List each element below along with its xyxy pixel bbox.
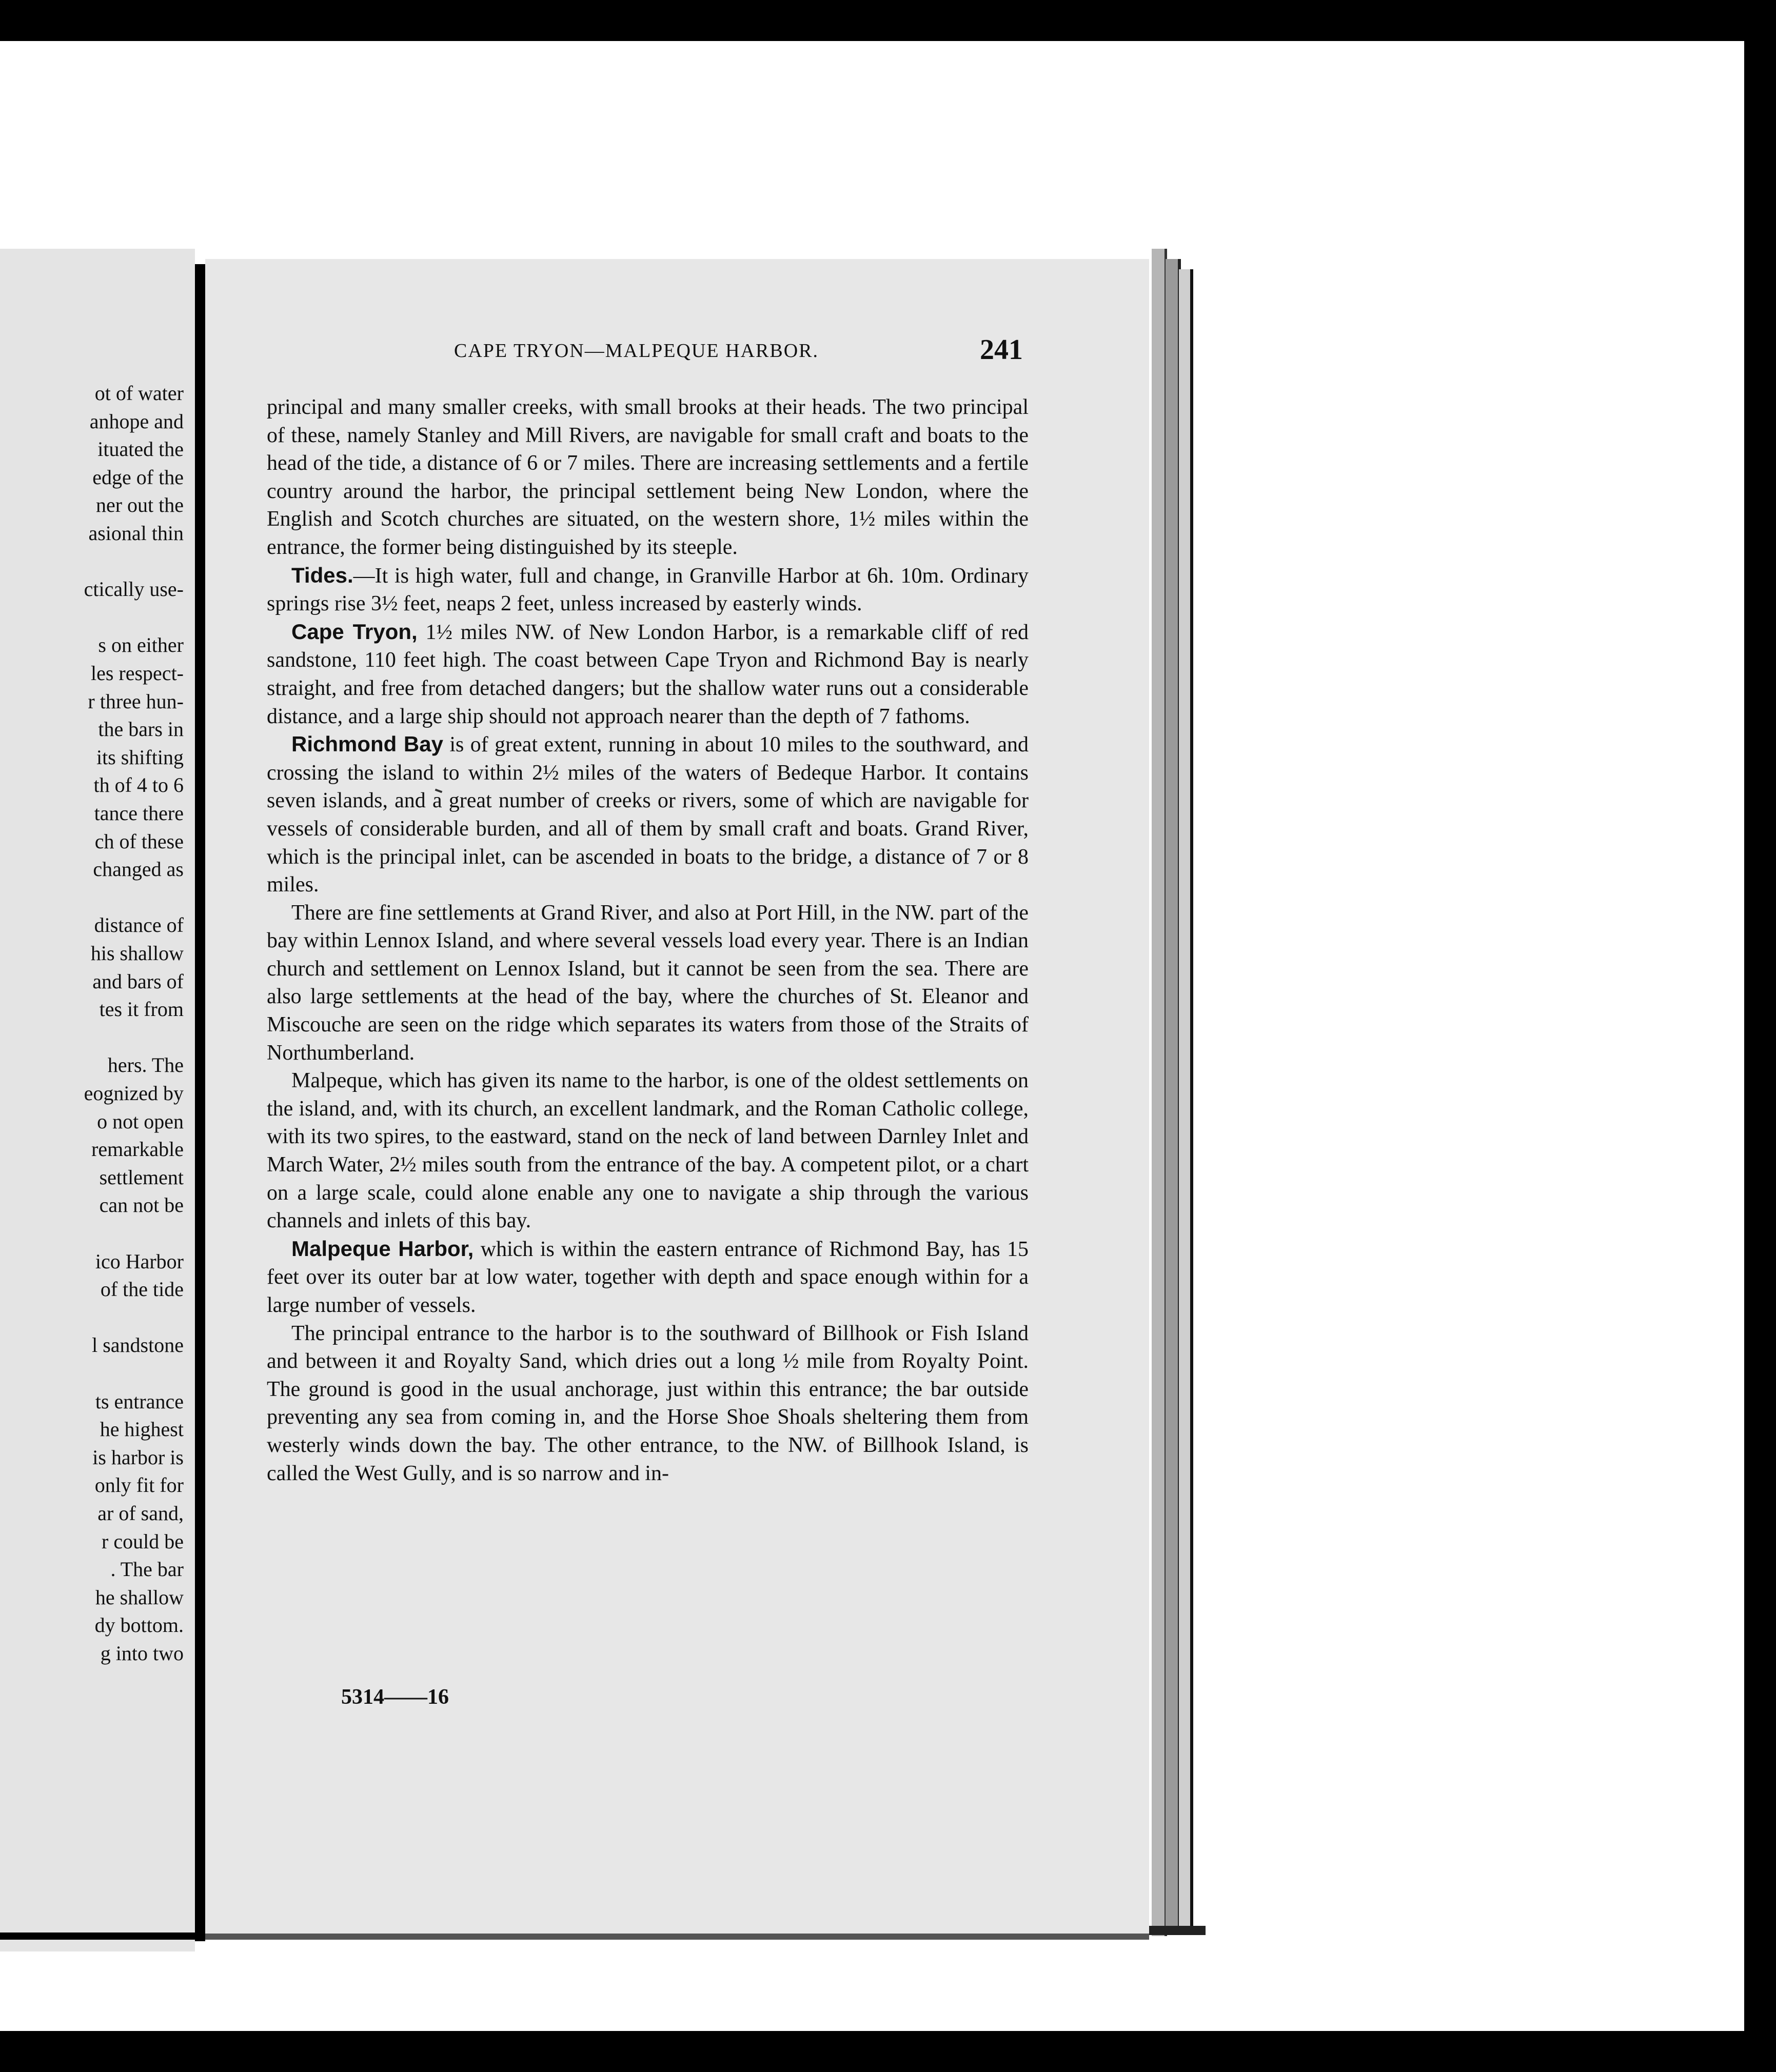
left-page-line: o not open bbox=[97, 1109, 184, 1133]
left-page-line: ar of sand, bbox=[97, 1502, 184, 1525]
left-page-line: edge of the bbox=[92, 465, 184, 489]
paragraph bbox=[267, 1235, 1029, 1320]
left-page-line: is harbor is bbox=[92, 1445, 184, 1469]
left-page-line: of the tide bbox=[100, 1278, 184, 1301]
paragraph bbox=[267, 562, 1029, 618]
left-page-line: g into two bbox=[100, 1642, 184, 1665]
paragraph-text: There are fine settlements at Grand River, and also at Port Hill, in the NW. part of the bay within Lennox Island, and where several vessels load every year. There is an Indian church and settlement on Lennox Island, but it cannot be seen from the sea. There are also large settlements at the head of the bay, where the churches of St. Eleanor and Miscouche are seen on the ridge which separates its waters from those of the Straits of Northumberland. bbox=[267, 901, 1029, 1065]
scan-border-top bbox=[0, 0, 1776, 41]
left-page-line: ner out the bbox=[95, 493, 184, 517]
left-page-line: ico Harbor bbox=[95, 1249, 184, 1273]
left-page-line: anhope and bbox=[89, 409, 184, 433]
left-page-line: hers. The bbox=[107, 1053, 184, 1077]
left-page-line: ts entrance bbox=[95, 1389, 184, 1413]
left-page-line: les respect- bbox=[90, 662, 184, 685]
paragraph bbox=[267, 1067, 1029, 1235]
paragraph-text: principal and many smaller creeks, with small brooks at their heads. The two principal of these, namely Stanley and Mill Rivers, are navigable for small craft and boats to the head of the tide, a distance of 6 or 7 miles. There are increasing settlements and a fertile country around the harbor, the principal settlement being New London, where the English and Scotch churches are situated, on the western shore, 1½ miles within the entrance, the former being distinguished by its steeple. bbox=[267, 395, 1029, 559]
left-page-line: . The bar bbox=[110, 1558, 184, 1581]
left-page-line: he shallow bbox=[95, 1585, 184, 1609]
paragraph bbox=[267, 899, 1029, 1067]
paragraph-text: which is within the eastern entrance of Richmond Bay, has 15 feet over its outer bar at low water, together with depth and space enough within for a large number of vessels. bbox=[267, 1237, 1029, 1317]
paragraph-heading: Malpeque Harbor, bbox=[291, 1236, 474, 1261]
paragraph-text: The principal entrance to the harbor is to the southward of Billhook or Fish Island and between it and Royalty Sand, which dries out a long ½ mile from Royalty Point. The ground is good in the usual anchorage, just within this entrance; the bar outside preventing any sea from coming in, and the Horse Shoe Shoals sheltering them from westerly winds down the bay. The other entrance, to the NW. of Billhook Island, is called the West Gully, and is so narrow and in- bbox=[267, 1321, 1029, 1485]
left-page bbox=[0, 249, 195, 1951]
running-head: CAPE TRYON—MALPEQUE HARBOR. bbox=[454, 340, 819, 362]
paragraph-text: —It is high water, full and change, in Granville Harbor at 6h. 10m. Ordinary springs rise 3½ feet, neaps 2 feet, unless increased by easterly winds. bbox=[267, 564, 1029, 616]
paragraph bbox=[267, 730, 1029, 899]
paragraph bbox=[267, 618, 1029, 730]
page-stack-bottom bbox=[1149, 1926, 1206, 1935]
paragraph-heading: Cape Tryon, bbox=[291, 619, 418, 644]
book-gutter bbox=[195, 264, 205, 1941]
left-page-line: its shifting bbox=[96, 745, 184, 769]
left-page-line: ot of water bbox=[94, 382, 184, 405]
left-page-line: ctically use- bbox=[84, 577, 184, 601]
left-page-line: tes it from bbox=[99, 998, 184, 1021]
left-page-line: tance there bbox=[94, 802, 184, 825]
page-bottom-edge bbox=[205, 1934, 1149, 1940]
left-page-line: the bars in bbox=[98, 718, 184, 741]
paragraph-text: Malpeque, which has given its name to the harbor, is one of the oldest settlements on the island, and, with its church, an excellent landmark, and the Roman Catholic college, with its two spires, to the eastward, stand on the neck of land between Darnley Inlet and March Water, 2½ miles south from the entrance of the bay. A competent pilot, or a chart on a large scale, could alone enable any one to navigate a ship through the various channels and inlets of this bay. bbox=[267, 1069, 1029, 1233]
left-page-line: th of 4 to 6 bbox=[93, 773, 184, 797]
left-page-line: his shallow bbox=[90, 942, 184, 965]
paragraph-text: 1½ miles NW. of New London Harbor, is a remarkable cliff of red sandstone, 110 feet high. The coast between Cape Tryon and Richmond Bay is nearly straight, and free from detached dangers; but the shallow water runs out a considerable distance, and a large ship should not approach nearer than the depth of 7 fathoms. bbox=[267, 620, 1029, 728]
left-page-line: ituated the bbox=[97, 437, 184, 461]
paragraph bbox=[267, 393, 1029, 562]
left-page-line: can not be bbox=[99, 1193, 184, 1217]
left-page-line: r could be bbox=[102, 1529, 184, 1553]
left-page-line: asional thin bbox=[88, 522, 184, 545]
printer-signature: 5314——16 bbox=[341, 1685, 449, 1709]
left-page-line: changed as bbox=[93, 858, 184, 881]
body-text bbox=[267, 393, 1029, 1487]
paragraph-text: is of great extent, running in about 10 miles to the southward, and crossing the island to within 2½ miles of the waters of Bedeque Harbor. It contains seven islands, and a great number of creeks or rivers, some of which are navigable for vessels of considerable burden, and all of them by small craft and boats. Grand River, which is the principal inlet, can be ascended in boats to the bridge, a distance of 7 or 8 miles. bbox=[267, 733, 1029, 897]
left-page-line: he highest bbox=[100, 1418, 184, 1441]
left-page-line: ch of these bbox=[94, 829, 184, 853]
paragraph bbox=[267, 1320, 1029, 1488]
left-page-line: eognized by bbox=[84, 1082, 184, 1105]
scan-border-right bbox=[1744, 0, 1776, 2072]
left-page-line: l sandstone bbox=[92, 1333, 184, 1357]
page-stack-edge bbox=[1152, 249, 1167, 1936]
left-page-line: only fit for bbox=[94, 1473, 184, 1497]
left-page-line: s on either bbox=[98, 633, 184, 657]
paragraph-heading: Richmond Bay bbox=[291, 732, 443, 756]
page-number: 241 bbox=[980, 334, 1023, 366]
left-page-line: distance of bbox=[94, 913, 184, 937]
left-page-line: r three hun- bbox=[88, 689, 184, 713]
left-page-bottom-edge bbox=[0, 1932, 201, 1940]
left-page-line: and bars of bbox=[92, 969, 184, 993]
left-page-line: remarkable bbox=[91, 1138, 184, 1161]
left-page-line: dy bottom. bbox=[94, 1613, 184, 1637]
page-stack-edge bbox=[1179, 269, 1193, 1926]
right-page bbox=[205, 259, 1149, 1934]
paragraph-heading: Tides. bbox=[291, 563, 353, 587]
left-page-line: settlement bbox=[99, 1165, 184, 1189]
scan-border-bottom bbox=[0, 2031, 1776, 2072]
page-header bbox=[205, 333, 1149, 364]
